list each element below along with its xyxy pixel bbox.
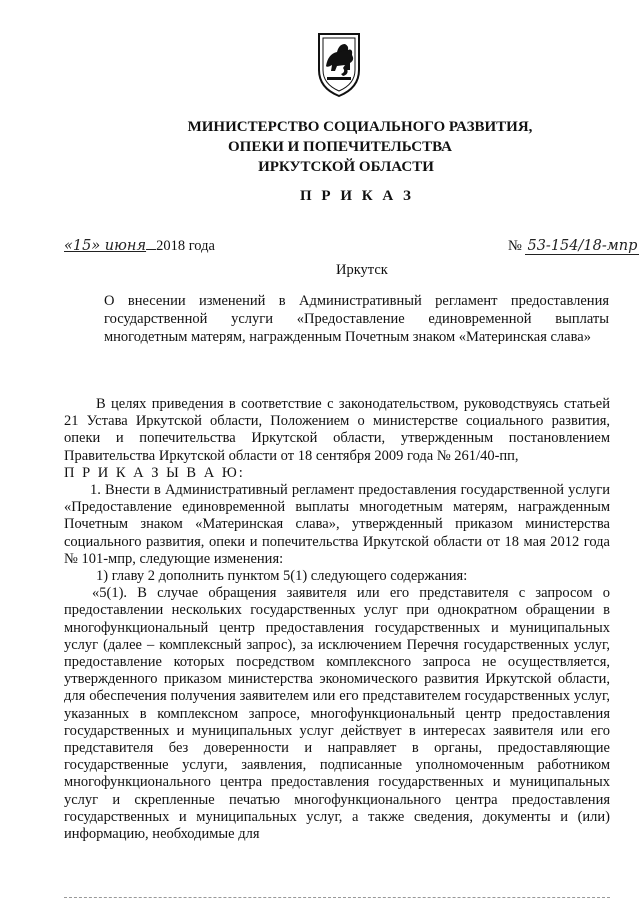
ministry-name-line-1: МИНИСТЕРСТВО СОЦИАЛЬНОГО РАЗВИТИЯ, [187, 119, 533, 135]
coat-of-arms-icon [315, 30, 363, 98]
number-prefix: № [508, 238, 522, 254]
ministry-name-line-2: ОПЕКИ И ПОПЕЧИТЕЛЬСТВА [228, 139, 452, 155]
handwritten-date: «15» июня [64, 238, 147, 254]
prikazyvayu-heading: П Р И К А З Ы В А Ю: [64, 464, 245, 481]
city: Иркутск [336, 262, 388, 278]
order-body [64, 396, 610, 843]
order-title: П Р И К А З [300, 188, 414, 204]
date-underline [146, 249, 156, 250]
ministry-name-line-3: ИРКУТСКОЙ ОБЛАСТИ [258, 159, 434, 175]
order-number [508, 238, 639, 255]
order-date [64, 238, 215, 255]
handwritten-number: 53-154/18-мпр [527, 238, 638, 254]
date-year: 2018 года [156, 238, 215, 254]
ministry-header [150, 117, 550, 177]
intro-paragraph: В целях приведения в соответствие с законодательством, руководствуясь статьей 21 Устава Иркутской области, Положением о министерстве социального развития, опеки и попечительства Иркутской области, утвержденным постановлением Правительства Иркутской области от 18 сентября 2009 года № 261/40-пп, [64, 396, 610, 464]
item-1-paragraph: 1. Внести в Административный регламент предоставления государственной услуги «Предоставление единовременной выплаты многодетным матерям, награжденным Почетным знаком «Материнская слава», утвержденный приказом министерства социального развития, опеки и попечительства Иркутской области от 18 мая 2012 года № 101-мпр, следующие изменения: [64, 482, 610, 567]
quoted-paragraph: «5(1). В случае обращения заявителя или его представителя с запросом о предоставлении нескольких государственных услуг при однократном обращении в многофункциональный центр предоставления государственных и муниципальных услуг (далее – комплексный запрос), за исключением Перечня государственных услуг, предоставление которых посредством комплексного запроса не осуществляется, утвержденного приказом министерства экономического развития Иркутской области, для обеспечения получения заявителем или его представителем государственных услуг, указанных в комплексном запросе, многофункциональный центр предоставления государственных и муниципальных услуг действует в интересах заявителя или его представителя без доверенности и направляет в органы, предоставляющие государственные услуги, заявления, подписанные уполномоченным работником многофункционального центра предоставления государственных и муниципальных услуг и скрепленные печатью многофункционального центра предоставления государственных и муниципальных услуг, а также сведения, документы и (или) информацию, необходимые для [64, 585, 610, 843]
page-bottom-edge [64, 897, 610, 898]
item-1-1-paragraph: 1) главу 2 дополнить пунктом 5(1) следующего содержания: [96, 568, 468, 585]
order-subject: О внесении изменений в Административный регламент предоставления государственной услуги «Предоставление единовременной выплаты многодетным матерям, награжденным Почетным знаком «Материнская слава» [104, 293, 609, 345]
